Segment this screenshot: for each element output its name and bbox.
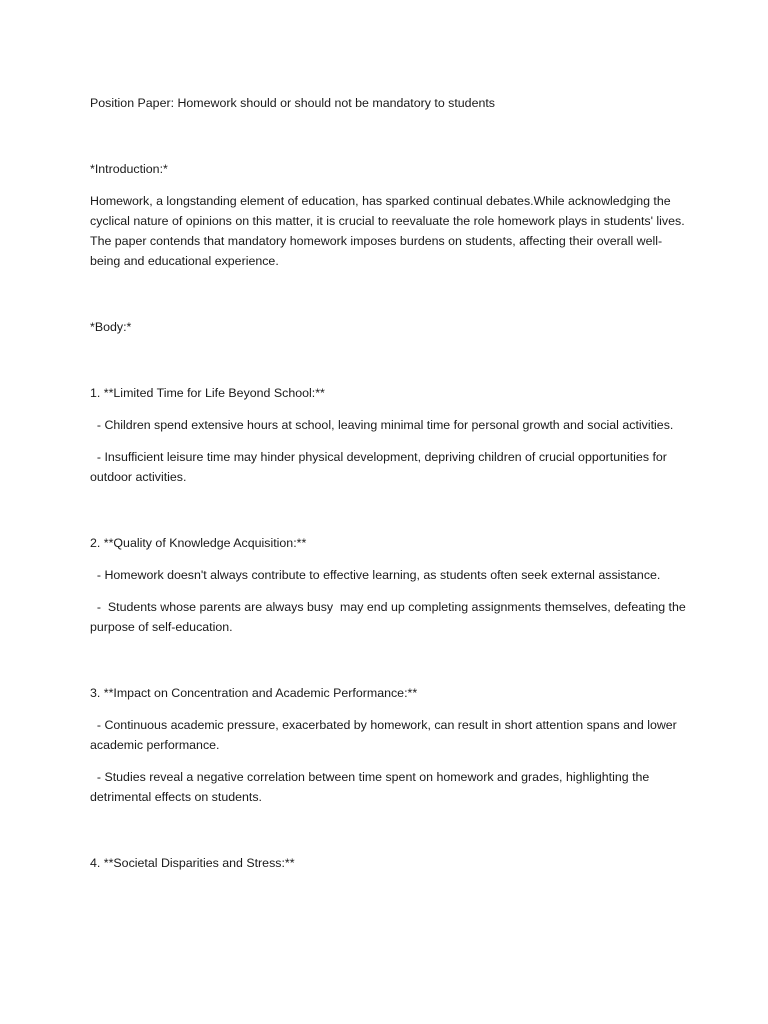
point-1: [90, 383, 690, 487]
point-heading: 3. **Impact on Concentration and Academic Performance:**: [90, 686, 418, 700]
point-heading: 4. **Societal Disparities and Stress:**: [90, 856, 295, 870]
body-heading: *Body:*: [90, 320, 132, 334]
introduction-text: Homework, a longstanding element of education, has sparked continual debates.While acknowledging the cyclical nature of opinions on this matter, it is crucial to reevaluate the role homework plays in students' lives. The paper contends that mandatory homework imposes burdens on students, affecting their overall well-being and educational experience.: [90, 194, 685, 268]
document-page: [90, 93, 690, 873]
bullet-text: - Studies reveal a negative correlation between time spent on homework and grades, highlighting the detrimental effects on students.: [90, 770, 653, 804]
bullet-text: - Children spend extensive hours at school, leaving minimal time for personal growth and social activities.: [90, 418, 674, 432]
bullet-text: - Continuous academic pressure, exacerbated by homework, can result in short attention spans and lower academic performance.: [90, 718, 681, 752]
document-title: Position Paper: Homework should or should not be mandatory to students: [90, 96, 495, 110]
bullet-text: - Students whose parents are always busy may end up completing assignments themselves, defeating the purpose of self-education.: [90, 600, 690, 634]
point-heading: 1. **Limited Time for Life Beyond School:**: [90, 386, 325, 400]
introduction-heading: *Introduction:*: [90, 162, 168, 176]
point-heading: 2. **Quality of Knowledge Acquisition:**: [90, 536, 307, 550]
point-2: [90, 533, 690, 637]
point-3: [90, 683, 690, 807]
point-4: [90, 853, 690, 873]
bullet-text: - Homework doesn't always contribute to effective learning, as students often seek external assistance.: [90, 568, 661, 582]
bullet-text: - Insufficient leisure time may hinder physical development, depriving children of crucial opportunities for outdoor activities.: [90, 450, 671, 484]
